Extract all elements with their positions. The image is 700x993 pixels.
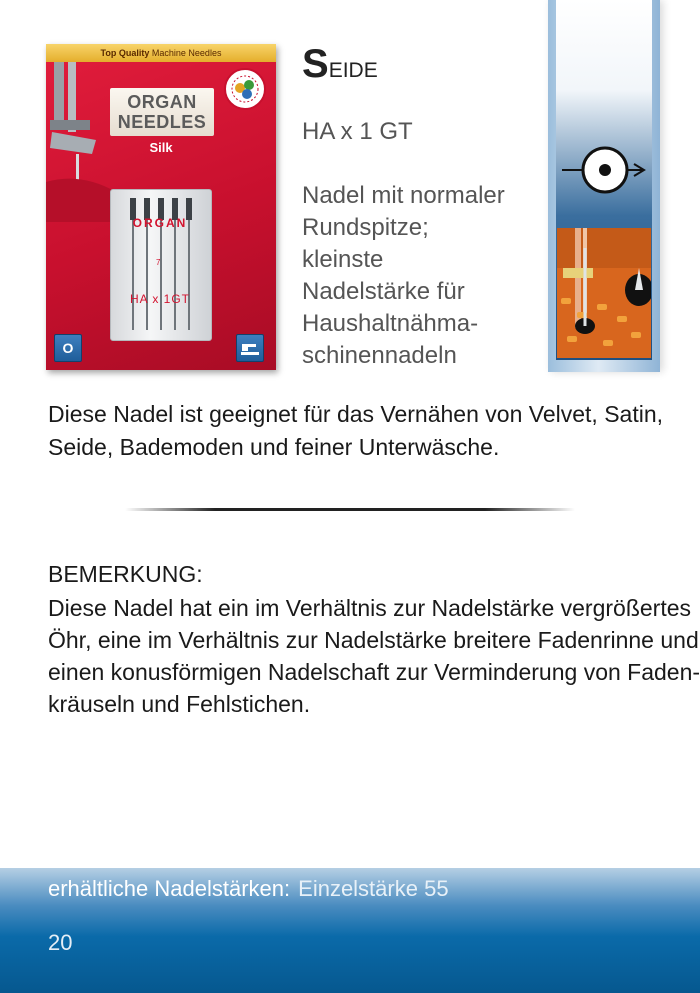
description-line: schinennadeln bbox=[302, 342, 457, 369]
needle-window-brand: ORGAN bbox=[132, 216, 188, 230]
description-line: Nadelstärke für bbox=[302, 278, 465, 305]
fabric-photo bbox=[557, 228, 651, 358]
needle-window bbox=[110, 189, 212, 341]
package-brand-line2: NEEDLES bbox=[117, 112, 207, 132]
section-divider bbox=[125, 508, 575, 511]
page-title bbox=[302, 42, 378, 87]
package-variant-label: Silk bbox=[149, 140, 173, 155]
note-paragraph bbox=[48, 592, 700, 720]
needle-package-image bbox=[46, 44, 276, 370]
description-line: Haushaltnähma- bbox=[302, 310, 479, 337]
package-type-badge: O bbox=[54, 334, 82, 362]
sewing-machine-foot-graphic bbox=[46, 62, 116, 222]
page-title-rest: eide bbox=[328, 51, 378, 84]
needle-description bbox=[302, 180, 542, 372]
package-top-bar-rest: Machine Needles bbox=[151, 48, 222, 58]
package-brand-label bbox=[110, 88, 214, 136]
description-line: kleinste bbox=[302, 246, 384, 273]
page-title-initial: S bbox=[302, 42, 329, 86]
package-top-bar bbox=[46, 44, 276, 62]
description-line: Nadel mit normaler bbox=[302, 182, 505, 209]
sewing-machine-icon bbox=[236, 334, 264, 362]
available-sizes-label: erhältliche Nadelstärken: bbox=[48, 876, 291, 901]
note-heading: BEMERKUNG: bbox=[48, 561, 203, 587]
page-number: 20 bbox=[48, 930, 73, 955]
fabric-weave-graphic bbox=[557, 228, 651, 358]
description-line: Rundspitze; bbox=[302, 214, 429, 241]
available-sizes-value: Einzelstärke 55 bbox=[298, 876, 449, 901]
note-line: Diese Nadel hat ein im Verhältnis zur Nadelstärke vergrößertes bbox=[48, 595, 692, 621]
needle-window-mark: 7 bbox=[156, 258, 161, 267]
package-brand-line1: ORGAN bbox=[127, 92, 197, 112]
needle-window-size: HA x 1GT bbox=[129, 292, 190, 306]
note-line: kräuseln und Fehlstichen. bbox=[48, 691, 311, 717]
note-line: Öhr, eine im Verhältnis zur Nadelstärke breitere Fadenrinne und bbox=[48, 627, 699, 653]
available-sizes-line bbox=[48, 876, 449, 902]
note-line: einen konusförmigen Nadelschaft zur Verminderung von Faden- bbox=[48, 659, 700, 685]
needle-point-cross-section-icon bbox=[562, 144, 648, 196]
quality-seal-icon bbox=[224, 68, 266, 110]
usage-paragraph: Diese Nadel ist geeignet für das Vernähen von Velvet, Satin, Seide, Bademoden und feiner Unterwäsche. bbox=[48, 401, 664, 460]
needles-graphic bbox=[111, 190, 211, 340]
package-top-bar-bold: Top Quality bbox=[100, 48, 150, 58]
needle-system-code: HA x 1 GT bbox=[302, 118, 413, 145]
